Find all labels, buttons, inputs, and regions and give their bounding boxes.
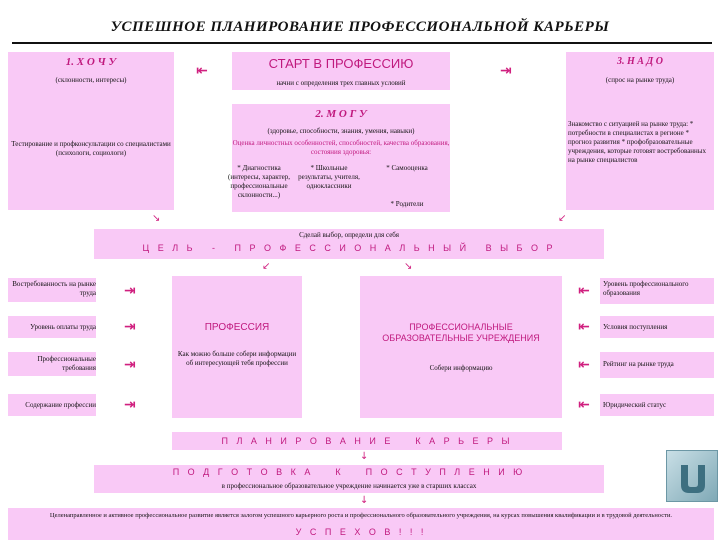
left-item-4-text: Содержание профессии — [25, 401, 96, 409]
want-title: 1. Х О Ч У — [65, 56, 117, 68]
right-item-2-text: Условия поступления — [603, 323, 668, 331]
arrow-right-icon: ⇥ — [500, 63, 512, 79]
diagnostics-text: * Диагностика (интересы, характер, профессиональные склонности...) — [228, 164, 290, 199]
arrow-right-icon: ⇥ — [124, 357, 136, 373]
profession-box — [172, 276, 302, 418]
arrow-goal-left-icon: ↙ — [262, 261, 271, 272]
arrow-left-icon: ⇤ — [578, 397, 590, 413]
institutions-box — [360, 276, 562, 418]
planning-title: П Л А Н И Р О В А Н И Е К А Р Ь Е Р Ы — [221, 436, 513, 446]
need-title: 3. Н А Д О — [616, 56, 663, 67]
self-assessment-text: * Самооценка — [386, 164, 428, 172]
arrow-down-icon: ↓ — [360, 451, 369, 462]
right-item-3-text: Рейтинг на рынке труда — [603, 360, 674, 368]
can-title: 2. М О Г У — [315, 108, 367, 120]
bottom-text: Целенаправленное и активное профессиональное развитие является залогом успешного карьерного роста и профессионального образовательного учреждения, на курсах повышения квалификации и в трудовой деятельности. — [49, 512, 673, 519]
assessment-text: Оценка личностных особенностей, способностей, качества образования, состояния здоровья: — [232, 139, 450, 156]
school-results-text: * Школьные результаты, учителя, одноклассники — [298, 164, 360, 190]
arrow-left-icon: ⇤ — [578, 319, 590, 335]
return-button[interactable] — [666, 450, 718, 502]
can-subtitle: (здоровье, способности, знания, умения, навыки) — [267, 127, 415, 135]
want-subtitle: (склонности, интересы) — [55, 76, 127, 84]
arrow-left-icon: ⇤ — [196, 63, 208, 79]
arrow-right-icon: ⇥ — [124, 319, 136, 335]
goal-subtitle: Сделай выбор, определи для себя — [299, 231, 399, 239]
arrow-down-left-icon: ↙ — [558, 213, 567, 224]
right-item-4-text: Юридический статус — [603, 401, 667, 409]
institutions-title: ПРОФЕССИОНАЛЬНЫЕ ОБРАЗОВАТЕЛЬНЫЕ УЧРЕЖДЕНИЯ — [382, 322, 540, 343]
institutions-text: Собери информацию — [429, 364, 493, 372]
preparation-title: П О Д Г О Т О В К А К П О С Т У П Л Е Н И Ю — [172, 467, 526, 477]
arrow-down-right-icon: ↘ — [152, 213, 161, 224]
title-rule — [12, 42, 712, 44]
page-title: УСПЕШНОЕ ПЛАНИРОВАНИЕ ПРОФЕССИОНАЛЬНОЙ КАРЬЕРЫ — [110, 19, 610, 35]
start-title: СТАРТ В ПРОФЕССИЮ — [268, 56, 414, 71]
profession-text: Как можно больше собери информации об интересующей тебя профессии — [177, 350, 297, 367]
labor-market-text: Знакомство с ситуацией на рынке труда: * потребности в специалистах в регионе * прогноз развития * профобразовательные учреждения, которые готовят востребованных на рынке специалистов — [568, 120, 707, 164]
preparation-subtitle: в профессиональное образовательное учреждение начинается уже в старших классах — [221, 482, 477, 490]
profession-title: ПРОФЕССИЯ — [204, 322, 270, 333]
arrow-down-icon: ↓ — [360, 495, 369, 506]
arrow-left-icon: ⇤ — [578, 357, 590, 373]
left-item-2-text: Уровень оплаты труда — [30, 323, 96, 331]
testing-text: Тестирование и профконсультации со специалистами (психологи, социологи) — [11, 140, 171, 157]
return-arrow-icon — [673, 457, 713, 497]
left-item-3-text: Профессиональные требования — [37, 355, 96, 372]
arrow-left-icon: ⇤ — [578, 283, 590, 299]
arrow-goal-right-icon: ↘ — [404, 261, 413, 272]
goal-title: Ц Е Л Ь - П Р О Ф Е С С И О Н А Л Ь Н Ы Й В Ы Б О Р — [142, 243, 556, 253]
parents-text: * Родители — [390, 200, 424, 208]
left-item-1-text: Востребованность на рынке труда — [12, 280, 96, 297]
right-item-1-text: Уровень профессионального образования — [603, 280, 689, 297]
start-subtitle: начни с определения трех главных условий — [276, 79, 406, 87]
arrow-right-icon: ⇥ — [124, 397, 136, 413]
success-text: У С П Е Х О В ! ! ! — [295, 527, 427, 537]
need-subtitle: (спрос на рынке труда) — [605, 76, 675, 84]
arrow-right-icon: ⇥ — [124, 283, 136, 299]
